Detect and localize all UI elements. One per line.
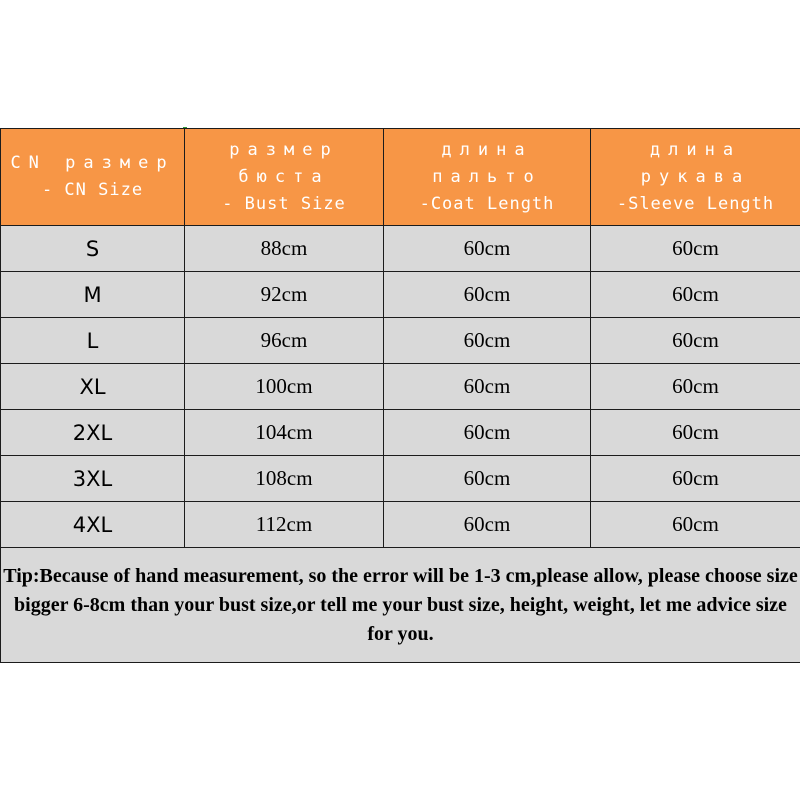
sleeve-cell: 60cm (591, 364, 800, 410)
size-cell: XL (1, 364, 185, 410)
size-cell: 3XL (1, 456, 185, 502)
header-cn-size-en: - CN Size (41, 180, 144, 200)
bust-cell: 108cm (185, 456, 384, 502)
table-row (1, 364, 800, 410)
header-bust-size-en: - Bust Size (222, 193, 346, 214)
coat-cell: 60cm (384, 410, 591, 456)
header-coat-length-en: -Coat Length (419, 193, 555, 214)
coat-cell: 60cm (384, 502, 591, 548)
header-sleeve-length (591, 129, 800, 226)
table-row (1, 272, 800, 318)
coat-cell: 60cm (384, 272, 591, 318)
size-cell: M (1, 272, 185, 318)
size-chart-table (0, 128, 800, 663)
sleeve-cell: 60cm (591, 456, 800, 502)
table-row (1, 318, 800, 364)
header-bust-size (185, 129, 384, 226)
size-cell: S (1, 226, 185, 272)
coat-cell: 60cm (384, 226, 591, 272)
bust-cell: 96cm (185, 318, 384, 364)
size-cell: 2XL (1, 410, 185, 456)
header-cn-size (1, 129, 185, 226)
table-row (1, 226, 800, 272)
header-bust-size-ru: размер бюста (229, 139, 339, 187)
header-sleeve-length-en: -Sleeve Length (616, 193, 775, 214)
sleeve-cell: 60cm (591, 272, 800, 318)
size-cell: L (1, 318, 185, 364)
header-cn-size-ru: CN размер (10, 153, 175, 173)
tip-row (1, 548, 800, 663)
table-row (1, 456, 800, 502)
bust-cell: 88cm (185, 226, 384, 272)
header-sleeve-length-ru: длина рукава (640, 139, 751, 187)
sleeve-cell: 60cm (591, 502, 800, 548)
tip-text: Tip:Because of hand measurement, so the error will be 1-3 cm,please allow, please choose size bigger 6-8cm than your bust size,or tell me your bust size, height, weight, let me advice size for you. (1, 548, 800, 663)
header-coat-length-ru: длина пальто (432, 139, 542, 187)
table-row (1, 502, 800, 548)
table-row (1, 410, 800, 456)
coat-cell: 60cm (384, 318, 591, 364)
sleeve-cell: 60cm (591, 318, 800, 364)
header-row (1, 129, 800, 226)
bust-cell: 112cm (185, 502, 384, 548)
header-coat-length (384, 129, 591, 226)
size-cell: 4XL (1, 502, 185, 548)
bust-cell: 104cm (185, 410, 384, 456)
sleeve-cell: 60cm (591, 226, 800, 272)
coat-cell: 60cm (384, 364, 591, 410)
bust-cell: 100cm (185, 364, 384, 410)
bust-cell: 92cm (185, 272, 384, 318)
coat-cell: 60cm (384, 456, 591, 502)
sleeve-cell: 60cm (591, 410, 800, 456)
